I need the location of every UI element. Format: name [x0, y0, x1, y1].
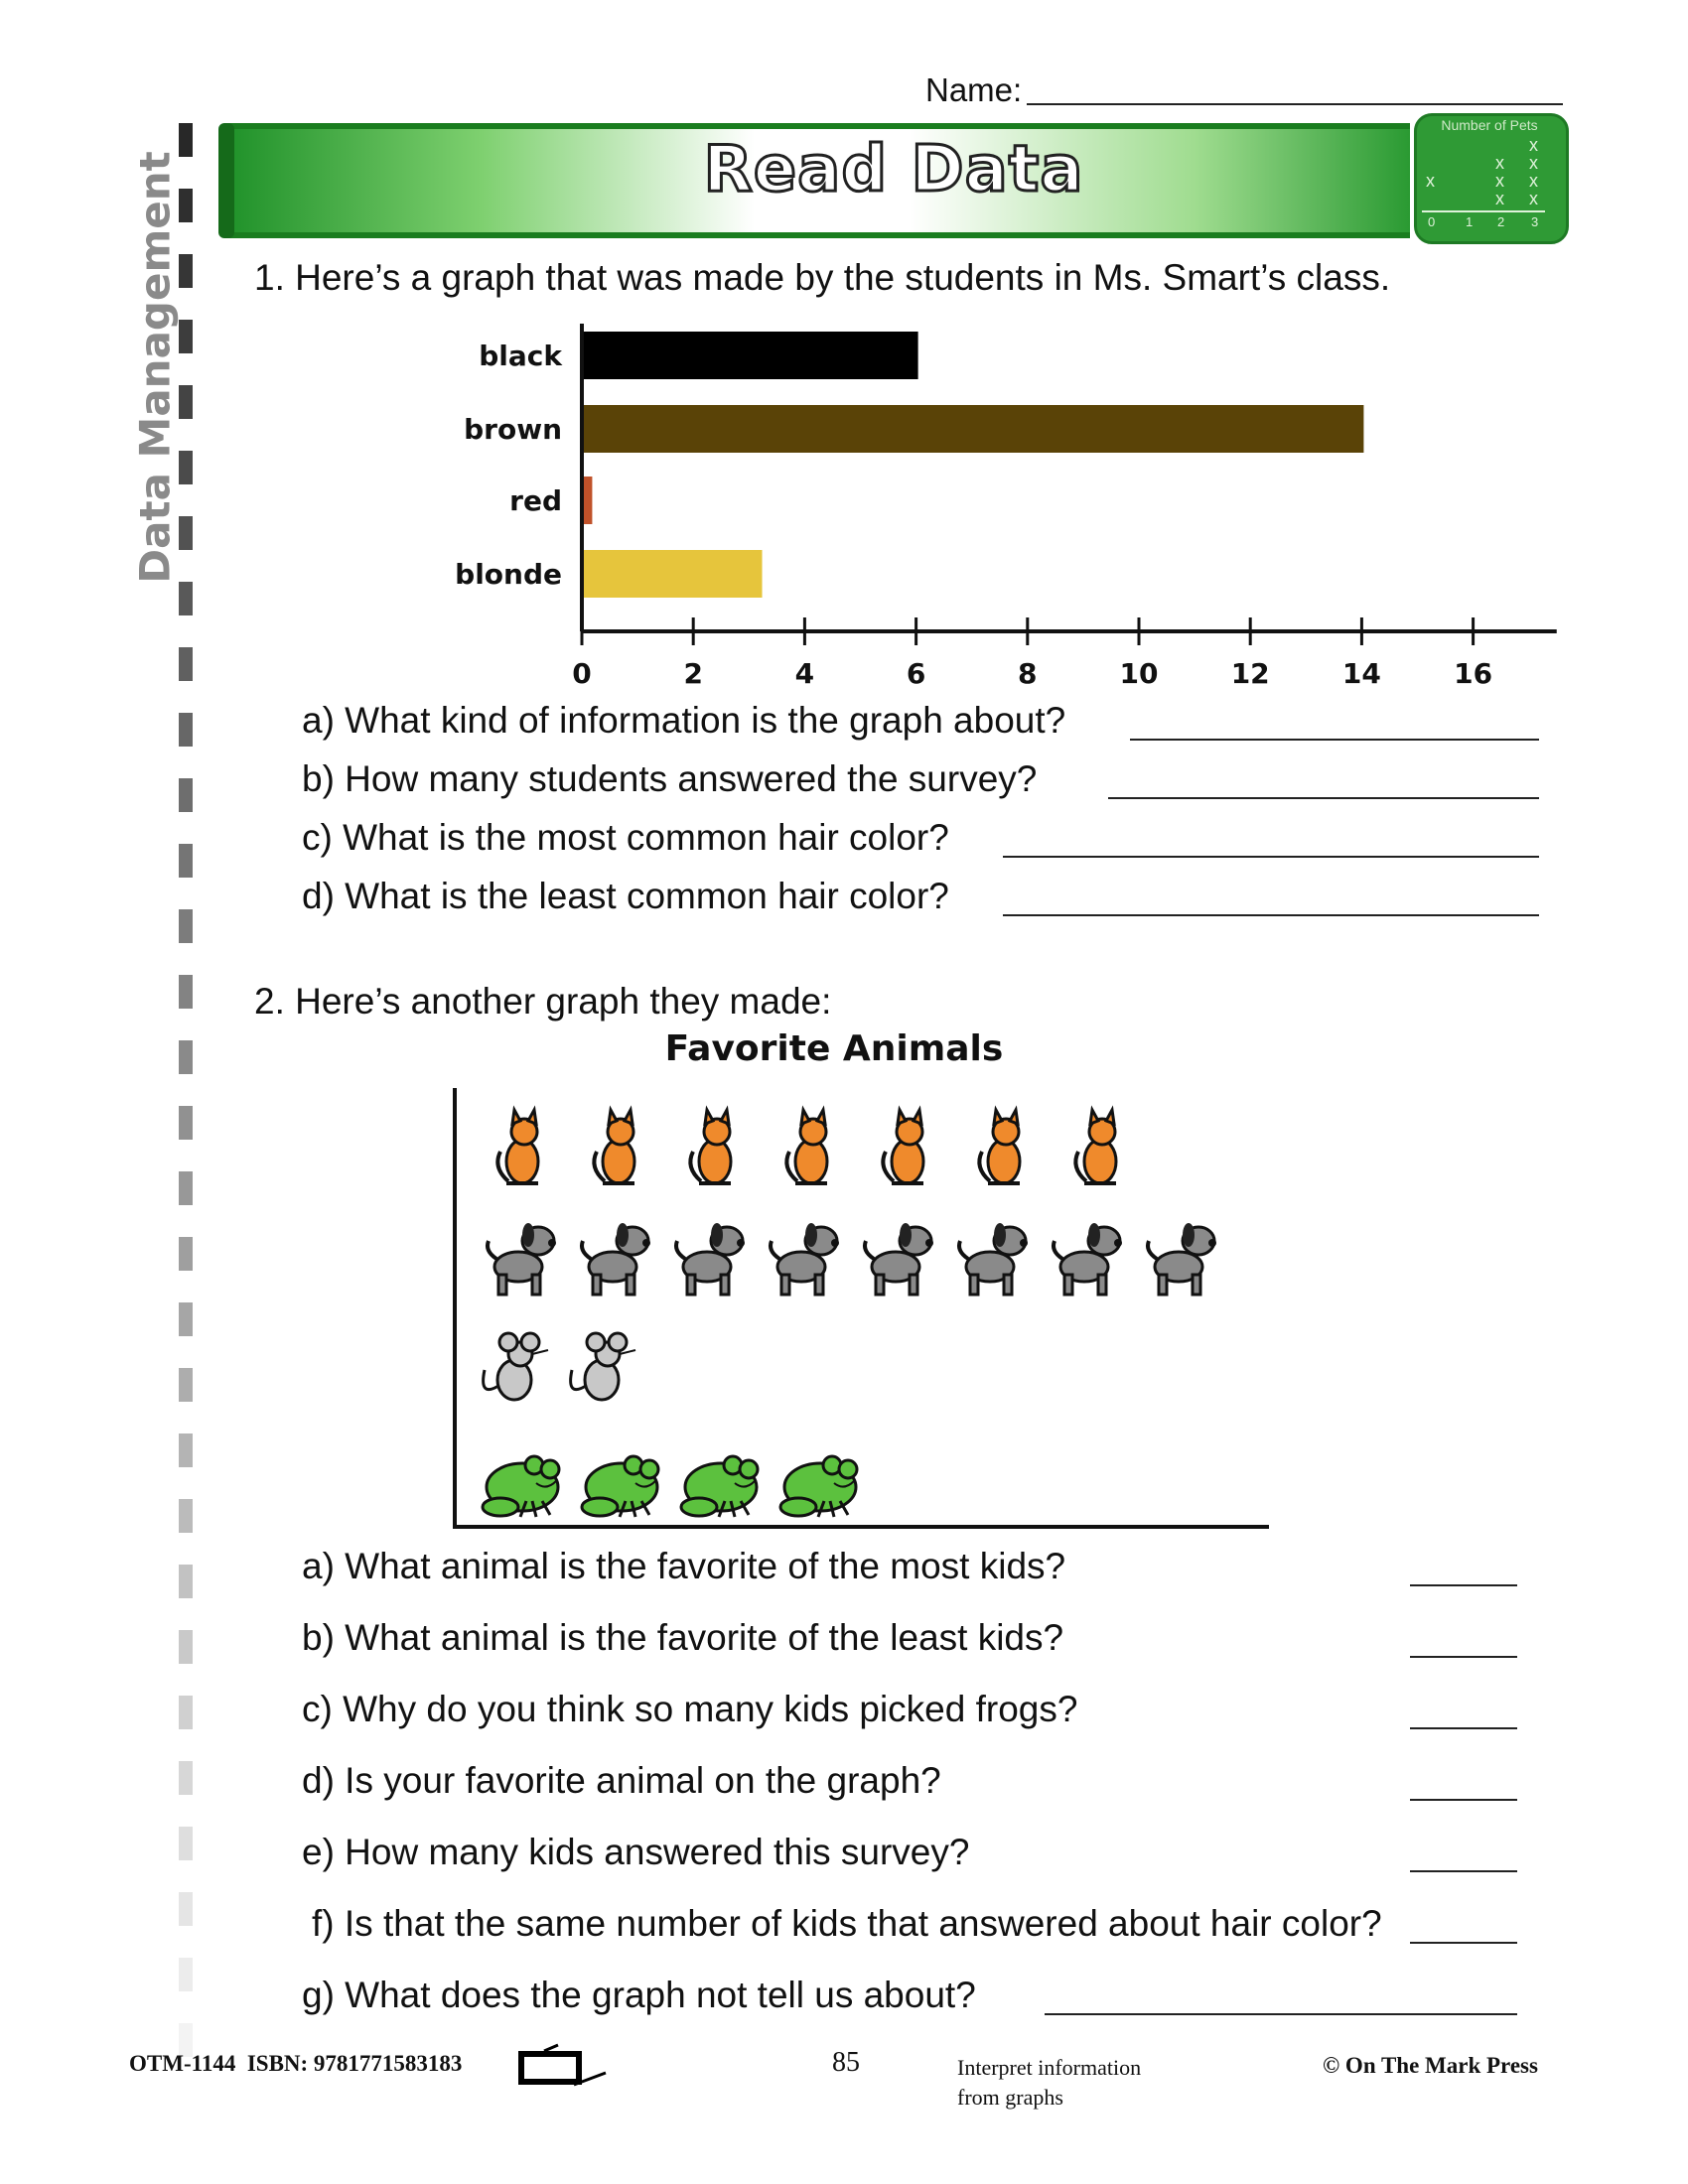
q2f-text: f) Is that the same number of kids that answered about hair color? — [312, 1903, 1382, 1944]
logo-number: 1 — [1466, 214, 1474, 229]
dog-icon — [771, 1223, 839, 1295]
cat-icon — [497, 1110, 538, 1183]
question-1-prompt: 1. Here’s a graph that was made by the students in Ms. Smart’s class. — [254, 257, 1391, 298]
side-stripe — [179, 582, 193, 615]
logo-number: 0 — [1428, 214, 1436, 229]
q2d-answer-line[interactable] — [1410, 1799, 1517, 1801]
mouse-icon — [571, 1333, 635, 1400]
side-stripe — [179, 713, 193, 747]
q2c-answer-line[interactable] — [1410, 1727, 1517, 1729]
side-stripe — [179, 1827, 193, 1860]
x-tick-label: 0 — [572, 657, 592, 690]
side-stripe — [179, 1106, 193, 1140]
category-label: blonde — [455, 558, 562, 591]
x-tick-label: 14 — [1341, 657, 1381, 690]
footer-topic-line-1: Interpret information — [957, 2055, 1142, 2080]
dog-icon — [676, 1223, 745, 1295]
cat-icon — [979, 1110, 1020, 1183]
q2a-text: a) What animal is the favorite of the most kids? — [302, 1546, 1066, 1586]
q2b-text: b) What animal is the favorite of the least kids? — [302, 1617, 1064, 1658]
frog-icon — [780, 1456, 857, 1517]
frog-icon — [681, 1456, 758, 1517]
favorite-animals-pictograph — [453, 1088, 1277, 1535]
side-stripe — [179, 844, 193, 878]
frog-icon — [483, 1456, 559, 1517]
logo-title: Number of Pets — [1441, 117, 1538, 133]
logo-mark: x — [1495, 153, 1504, 173]
q2g-answer-line[interactable] — [1045, 2013, 1517, 2015]
logo-mark: x — [1495, 189, 1504, 208]
frog-icon — [582, 1456, 658, 1517]
cat-icon — [594, 1110, 634, 1183]
q1a-text: a) What kind of information is the graph about? — [302, 700, 1066, 741]
side-stripe — [179, 1630, 193, 1664]
x-tick-label: 2 — [683, 657, 703, 690]
side-section-title: Data Management — [130, 151, 180, 584]
footer-product-code: OTM-1144 ISBN: 9781771583183 — [129, 2051, 463, 2076]
logo-mark: x — [1529, 153, 1538, 173]
logo-axis — [1422, 210, 1545, 212]
category-label: red — [509, 484, 562, 517]
side-stripe — [179, 123, 193, 157]
page-title: Read Data — [703, 133, 1084, 206]
page-number: 85 — [832, 2047, 860, 2078]
dog-icon — [488, 1223, 556, 1295]
logo-mark: x — [1426, 171, 1435, 191]
side-stripe — [179, 1040, 193, 1074]
logo-number: 3 — [1531, 214, 1539, 229]
x-tick-label: 6 — [906, 657, 926, 690]
footer-topic-line-2: from graphs — [957, 2085, 1063, 2110]
bar-red — [584, 477, 592, 524]
category-label: brown — [464, 413, 562, 446]
chalkboard-icon — [514, 2043, 610, 2091]
side-stripe — [179, 647, 193, 681]
x-tick-label: 16 — [1454, 657, 1493, 690]
side-stripe — [179, 1892, 193, 1926]
cat-icon — [883, 1110, 923, 1183]
side-stripe — [179, 1499, 193, 1533]
q2b-answer-line[interactable] — [1410, 1656, 1517, 1658]
side-stripe — [179, 1761, 193, 1795]
cat-icon — [786, 1110, 827, 1183]
side-stripe — [179, 1368, 193, 1402]
side-stripe — [179, 1696, 193, 1729]
side-stripe — [179, 778, 193, 812]
q1c-answer-line[interactable] — [1003, 856, 1539, 858]
q2e-answer-line[interactable] — [1410, 1870, 1517, 1872]
side-stripe — [179, 909, 193, 943]
side-stripe — [179, 975, 193, 1009]
mouse-icon — [484, 1333, 548, 1400]
side-stripe — [179, 1433, 193, 1467]
category-label: black — [479, 340, 562, 372]
question-2-prompt: 2. Here’s another graph they made: — [254, 981, 832, 1022]
q1d-text: d) What is the least common hair color? — [302, 876, 949, 916]
q1b-text: b) How many students answered the survey? — [302, 758, 1038, 799]
logo-mark: x — [1529, 189, 1538, 208]
logo-mark: x — [1529, 171, 1538, 191]
side-stripe — [179, 1237, 193, 1271]
dog-icon — [1054, 1223, 1122, 1295]
q1b-answer-line[interactable] — [1108, 797, 1539, 799]
side-stripe — [179, 1302, 193, 1336]
q1a-answer-line[interactable] — [1130, 739, 1539, 741]
name-label: Name: — [925, 71, 1023, 108]
x-tick-label: 10 — [1119, 657, 1159, 690]
cat-icon — [1075, 1110, 1116, 1183]
hair-color-bar-chart — [417, 318, 1569, 695]
side-stripe — [179, 1958, 193, 1991]
pictograph-title: Favorite Animals — [664, 1028, 1004, 1069]
name-answer-line[interactable] — [1027, 103, 1563, 105]
footer-copyright: © On The Mark Press — [1323, 2053, 1538, 2078]
dog-icon — [582, 1223, 650, 1295]
q2a-answer-line[interactable] — [1410, 1584, 1517, 1586]
q2g-text: g) What does the graph not tell us about? — [302, 1975, 976, 2015]
q2d-text: d) Is your favorite animal on the graph? — [302, 1760, 941, 1801]
q2e-text: e) How many kids answered this survey? — [302, 1832, 970, 1872]
cat-icon — [690, 1110, 731, 1183]
logo-number: 2 — [1497, 214, 1505, 229]
x-tick-label: 4 — [794, 657, 815, 690]
side-stripe — [179, 1565, 193, 1598]
dog-icon — [1148, 1223, 1216, 1295]
bar-blonde — [584, 550, 763, 598]
q2c-text: c) Why do you think so many kids picked frogs? — [302, 1689, 1078, 1729]
q1c-text: c) What is the most common hair color? — [302, 817, 949, 858]
banner-accent — [218, 123, 234, 238]
q2f-answer-line[interactable] — [1410, 1942, 1517, 1944]
logo-mark: x — [1529, 135, 1538, 155]
side-stripe — [179, 1171, 193, 1205]
x-tick-label: 12 — [1230, 657, 1270, 690]
dog-icon — [865, 1223, 933, 1295]
x-tick-label: 8 — [1018, 657, 1038, 690]
logo-mark: x — [1495, 171, 1504, 191]
bar-brown — [584, 405, 1363, 453]
q1d-answer-line[interactable] — [1003, 914, 1539, 916]
bar-black — [584, 332, 918, 379]
dog-icon — [959, 1223, 1028, 1295]
